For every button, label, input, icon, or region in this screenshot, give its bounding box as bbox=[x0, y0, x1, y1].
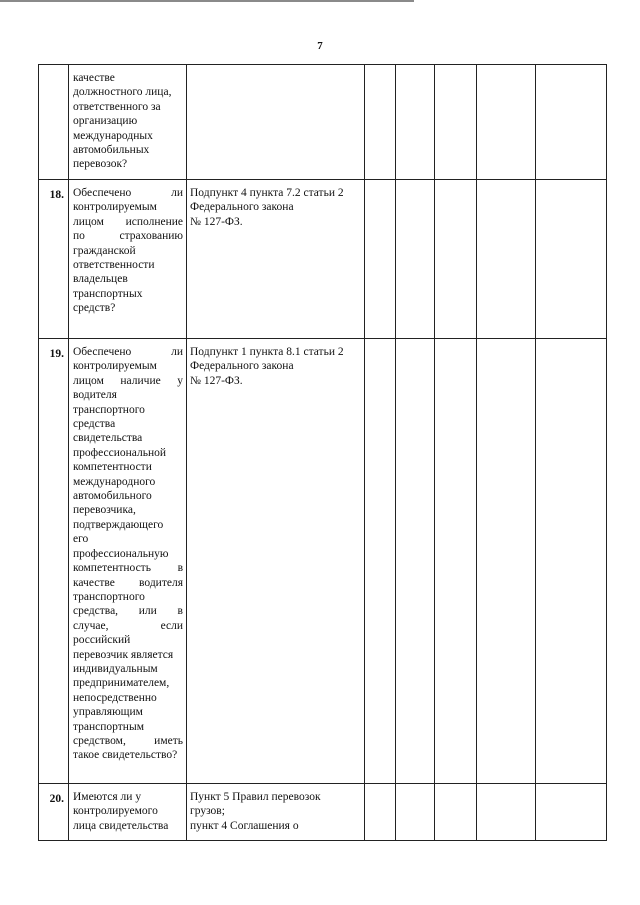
table-row bbox=[39, 180, 607, 339]
page-number: 7 bbox=[317, 40, 323, 52]
question-cell: качестве должностного лица, ответственного за организацию международных автомобильных перевозок? bbox=[69, 65, 187, 180]
row-number bbox=[39, 65, 69, 180]
table-row bbox=[39, 339, 607, 784]
answer-no-cell[interactable] bbox=[396, 339, 435, 784]
scan-edge-line bbox=[0, 0, 414, 2]
extra-cell[interactable] bbox=[536, 65, 607, 180]
notes-cell[interactable] bbox=[477, 180, 536, 339]
legal-reference-cell: Подпункт 1 пункта 8.1 статьи 2 Федерального закона № 127-ФЗ. bbox=[187, 339, 365, 784]
answer-yes-cell[interactable] bbox=[365, 784, 396, 841]
extra-cell[interactable] bbox=[536, 180, 607, 339]
notes-cell[interactable] bbox=[477, 65, 536, 180]
answer-yes-cell[interactable] bbox=[365, 180, 396, 339]
legal-reference-cell: Подпункт 4 пункта 7.2 статьи 2 Федерального закона № 127-ФЗ. bbox=[187, 180, 365, 339]
notes-cell[interactable] bbox=[477, 339, 536, 784]
question-cell: Обеспечено ли контролируемым лицом исполнение по страхованию гражданской ответственности владельцев транспортных средств? bbox=[69, 180, 187, 339]
answer-no-cell[interactable] bbox=[396, 65, 435, 180]
table-row bbox=[39, 65, 607, 180]
answer-na-cell[interactable] bbox=[435, 339, 477, 784]
legal-reference-cell bbox=[187, 65, 365, 180]
row-number: 20. bbox=[39, 784, 69, 841]
answer-no-cell[interactable] bbox=[396, 784, 435, 841]
row-number: 18. bbox=[39, 180, 69, 339]
extra-cell[interactable] bbox=[536, 784, 607, 841]
question-cell: Имеются ли у контролируемого лица свидетельства bbox=[69, 784, 187, 841]
legal-reference-cell: Пункт 5 Правил перевозок грузов; пункт 4 Соглашения о bbox=[187, 784, 365, 841]
question-cell: Обеспечено ли контролируемым лицом наличие у водителя транспортного средства свидетельства профессиональной компетентности международного автомобильного перевозчика, подтверждающего его профессиональную компетентность в качестве водителя транспортного средства, или в случае, если российский перевозчик является индивидуальным предпринимателем, непосредственно управляющим транспортным средством, иметь такое свидетельство? bbox=[69, 339, 187, 784]
answer-na-cell[interactable] bbox=[435, 180, 477, 339]
answer-yes-cell[interactable] bbox=[365, 65, 396, 180]
row-number: 19. bbox=[39, 339, 69, 784]
answer-na-cell[interactable] bbox=[435, 784, 477, 841]
answer-na-cell[interactable] bbox=[435, 65, 477, 180]
notes-cell[interactable] bbox=[477, 784, 536, 841]
table-row bbox=[39, 784, 607, 841]
extra-cell[interactable] bbox=[536, 339, 607, 784]
checklist-table bbox=[38, 64, 607, 841]
answer-no-cell[interactable] bbox=[396, 180, 435, 339]
answer-yes-cell[interactable] bbox=[365, 339, 396, 784]
